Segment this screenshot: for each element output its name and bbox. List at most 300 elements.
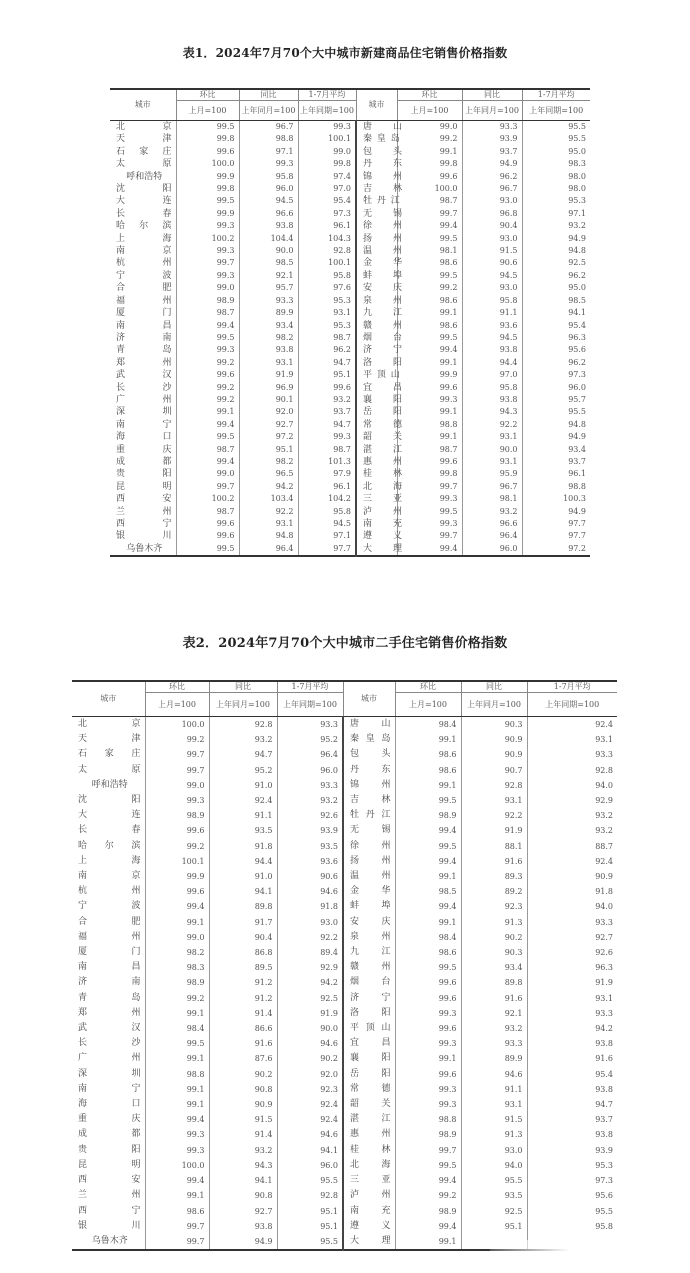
right-city-name: 蚌 埠 [343, 899, 395, 914]
subheader-yoy-right: 上年同月=100 [461, 693, 527, 717]
left-avg-value: 95.1 [277, 1204, 343, 1219]
left-city-name: 深 圳 [78, 1068, 142, 1079]
table-row [72, 869, 617, 884]
right-yoy-value: 96.8 [462, 208, 522, 220]
right-yoy-value: 96.4 [462, 530, 522, 542]
right-avg-value: 92.5 [522, 257, 590, 269]
table-row [72, 1082, 617, 1097]
left-mom-value: 100.0 [176, 158, 239, 170]
table-row [110, 419, 590, 431]
left-avg-value: 99.3 [298, 121, 356, 134]
right-city-name: 牡 丹 江 [356, 195, 397, 207]
right-yoy-value: 90.9 [461, 732, 527, 747]
right-avg-value: 93.7 [527, 1112, 617, 1127]
left-city-name: 重 庆 [78, 1114, 142, 1125]
right-city-name: 岳 阳 [343, 1067, 395, 1082]
left-city-name: 南 宁 [116, 419, 173, 430]
left-avg-value: 90.6 [277, 869, 343, 884]
header-mom: 环比 [176, 89, 239, 101]
left-yoy-value: 93.5 [209, 823, 277, 838]
left-city-name: 合 肥 [78, 916, 142, 927]
left-mom-value: 98.4 [145, 1021, 209, 1036]
left-mom-value: 99.6 [176, 146, 239, 158]
left-mom-value: 99.4 [145, 1173, 209, 1188]
right-city-name: 南 充 [343, 1204, 395, 1219]
right-city-name: 襄 阳 [343, 1051, 395, 1066]
right-city-name: 赣 州 [356, 320, 397, 332]
header-yoy-right: 同比 [462, 89, 522, 101]
left-mom-value: 99.6 [176, 518, 239, 530]
left-mom-value: 98.3 [145, 960, 209, 975]
left-avg-value: 94.5 [298, 518, 356, 530]
right-mom-value: 98.8 [395, 1112, 461, 1127]
right-city-name: 扬 州 [343, 854, 395, 869]
right-yoy-value: 90.0 [462, 444, 522, 456]
right-yoy-value: 94.6 [461, 1067, 527, 1082]
right-mom-value: 98.6 [397, 295, 462, 307]
left-mom-value: 98.7 [176, 444, 239, 456]
right-avg-value: 93.9 [527, 1143, 617, 1158]
right-city-name: 岳 阳 [356, 406, 397, 418]
right-city-name: 丹 东 [343, 763, 395, 778]
right-avg-value: 95.6 [527, 1188, 617, 1203]
right-yoy-value: 91.6 [461, 854, 527, 869]
right-city-name: 安 庆 [343, 915, 395, 930]
right-mom-value: 99.4 [397, 543, 462, 556]
left-yoy-value: 89.9 [239, 307, 298, 319]
subheader-mom-right: 上月=100 [395, 693, 461, 717]
right-yoy-value: 93.5 [461, 1188, 527, 1203]
right-yoy-value: 93.7 [462, 146, 522, 158]
left-yoy-value: 95.2 [209, 763, 277, 778]
right-avg-value: 98.3 [522, 158, 590, 170]
table-row [72, 747, 617, 762]
right-city-name: 韶 关 [356, 431, 397, 443]
left-city-name: 福 州 [78, 931, 142, 942]
right-city-name: 济 宁 [343, 991, 395, 1006]
subheader-mom-right: 上月=100 [397, 101, 462, 121]
left-avg-value: 90.0 [277, 1021, 343, 1036]
right-mom-value: 99.9 [397, 369, 462, 381]
left-mom-value: 99.0 [176, 282, 239, 294]
left-city-name: 南 昌 [78, 962, 142, 973]
right-mom-value: 99.4 [397, 344, 462, 356]
right-city-name: 平 顶 山 [356, 369, 397, 381]
left-yoy-value: 94.8 [239, 530, 298, 542]
table-row [110, 357, 590, 369]
right-yoy-value: 96.6 [462, 518, 522, 530]
right-avg-value: 95.0 [522, 282, 590, 294]
left-yoy-value: 94.1 [209, 1173, 277, 1188]
right-city-name: 惠 州 [343, 1127, 395, 1142]
right-avg-value: 93.2 [522, 220, 590, 232]
left-avg-value: 97.7 [298, 543, 356, 556]
left-avg-value: 94.6 [277, 1127, 343, 1142]
left-city-name: 乌鲁木齐 [91, 1235, 128, 1246]
left-avg-value: 93.6 [277, 854, 343, 869]
right-city-name: 秦 皇 岛 [356, 133, 397, 145]
left-mom-value: 100.2 [176, 493, 239, 505]
right-yoy-value: 95.1 [461, 1219, 527, 1234]
right-avg-value: 95.3 [527, 1158, 617, 1173]
left-mom-value: 99.2 [145, 732, 209, 747]
right-mom-value: 99.3 [397, 493, 462, 505]
right-mom-value: 99.5 [395, 839, 461, 854]
left-yoy-value: 91.4 [209, 1006, 277, 1021]
left-yoy-value: 94.5 [239, 195, 298, 207]
right-mom-value: 99.1 [397, 406, 462, 418]
table-row [72, 1036, 617, 1051]
table-row [72, 1112, 617, 1127]
left-city-name: 宁 波 [78, 901, 142, 912]
left-yoy-value: 98.8 [239, 133, 298, 145]
table-row [72, 1097, 617, 1112]
table-row [72, 1204, 617, 1219]
left-city-name: 长 春 [78, 825, 142, 836]
table-row [72, 1006, 617, 1021]
left-city-name: 西 宁 [78, 1205, 142, 1216]
left-city-name: 太 原 [116, 159, 173, 170]
left-yoy-value: 95.7 [239, 282, 298, 294]
left-avg-value: 92.9 [277, 960, 343, 975]
left-yoy-value: 90.9 [209, 1097, 277, 1112]
left-avg-value: 93.3 [277, 717, 343, 733]
left-avg-value: 98.7 [298, 444, 356, 456]
table1-title: 表1．2024年7月70个大中城市新建商品住宅销售价格指数 [182, 46, 508, 60]
right-mom-value: 99.5 [395, 1158, 461, 1173]
right-mom-value: 99.1 [397, 146, 462, 158]
table-row [110, 245, 590, 257]
left-yoy-value: 93.8 [239, 344, 298, 356]
table1-new-housing-price-index [110, 88, 590, 557]
right-avg-value: 95.6 [522, 344, 590, 356]
right-yoy-value: 95.8 [462, 382, 522, 394]
left-yoy-value: 94.1 [209, 884, 277, 899]
table-row [110, 431, 590, 443]
left-avg-value: 93.1 [298, 307, 356, 319]
left-avg-value: 92.5 [277, 991, 343, 1006]
left-mom-value: 98.2 [145, 945, 209, 960]
left-mom-value: 99.1 [145, 1097, 209, 1112]
left-city-name: 银 川 [116, 531, 173, 542]
right-yoy-value: 90.3 [461, 717, 527, 733]
left-mom-value: 98.9 [145, 808, 209, 823]
left-mom-value: 99.7 [145, 763, 209, 778]
left-avg-value: 97.6 [298, 282, 356, 294]
left-yoy-value: 90.1 [239, 394, 298, 406]
left-mom-value: 99.9 [145, 869, 209, 884]
left-avg-value: 96.4 [277, 747, 343, 762]
left-avg-value: 99.3 [298, 431, 356, 443]
right-mom-value: 99.4 [395, 823, 461, 838]
table-row [110, 208, 590, 220]
right-city-name: 徐 州 [343, 839, 395, 854]
left-yoy-value: 93.3 [239, 295, 298, 307]
left-city-name: 大 连 [116, 196, 173, 207]
header-yoy-right: 同比 [461, 681, 527, 693]
left-avg-value: 96.1 [298, 481, 356, 493]
table-row [72, 717, 617, 733]
right-yoy-value: 90.7 [461, 763, 527, 778]
right-yoy-value: 93.1 [462, 431, 522, 443]
right-avg-value: 91.8 [527, 884, 617, 899]
left-city-name: 长 沙 [116, 382, 173, 393]
right-yoy-value: 91.9 [461, 823, 527, 838]
right-city-name: 惠 州 [356, 456, 397, 468]
right-mom-value: 99.1 [395, 1234, 461, 1250]
right-yoy-value: 93.3 [462, 121, 522, 134]
right-avg-value: 98.0 [522, 183, 590, 195]
left-yoy-value: 91.0 [209, 778, 277, 793]
left-city-name: 兰 州 [78, 1190, 142, 1201]
right-avg-value: 93.2 [527, 808, 617, 823]
right-avg-value: 94.1 [522, 307, 590, 319]
table-row [110, 121, 590, 134]
right-mom-value: 98.6 [395, 763, 461, 778]
left-mom-value: 99.0 [145, 778, 209, 793]
right-city-name: 常 德 [356, 419, 397, 431]
left-city-name: 郑 州 [116, 357, 173, 368]
header-city: 城市 [110, 89, 176, 121]
left-yoy-value: 92.0 [239, 406, 298, 418]
left-mom-value: 98.6 [145, 1204, 209, 1219]
right-yoy-value: 95.5 [461, 1173, 527, 1188]
right-yoy-value: 93.1 [461, 793, 527, 808]
right-city-name: 常 德 [343, 1082, 395, 1097]
left-avg-value: 98.7 [298, 332, 356, 344]
watermark-overlay [490, 1240, 690, 1273]
right-avg-value: 98.5 [522, 295, 590, 307]
left-yoy-value: 91.2 [209, 991, 277, 1006]
left-yoy-value: 92.1 [239, 270, 298, 282]
left-city-name: 南 宁 [78, 1083, 142, 1094]
right-mom-value: 99.3 [395, 1082, 461, 1097]
left-mom-value: 99.7 [145, 747, 209, 762]
right-avg-value: 96.3 [522, 332, 590, 344]
left-yoy-value: 96.4 [239, 543, 298, 556]
right-city-name: 泉 州 [343, 930, 395, 945]
right-city-name: 吉 林 [356, 183, 397, 195]
left-yoy-value: 96.0 [239, 183, 298, 195]
left-yoy-value: 97.2 [239, 431, 298, 443]
right-city-name: 烟 台 [356, 332, 397, 344]
table-row [110, 481, 590, 493]
left-city-name: 济 南 [78, 977, 142, 988]
left-yoy-value: 89.5 [209, 960, 277, 975]
right-avg-value: 91.6 [527, 1051, 617, 1066]
right-yoy-value: 93.0 [462, 195, 522, 207]
left-yoy-value: 91.7 [209, 915, 277, 930]
header-avg: 1-7月平均 [277, 681, 343, 693]
right-city-name: 赣 州 [343, 960, 395, 975]
right-city-name: 锦 州 [356, 171, 397, 183]
left-mom-value: 99.3 [145, 1127, 209, 1142]
left-avg-value: 95.3 [298, 320, 356, 332]
table2-resale-housing-price-index [72, 680, 617, 1251]
right-mom-value: 99.4 [395, 899, 461, 914]
right-mom-value: 100.0 [397, 183, 462, 195]
left-yoy-value: 98.2 [239, 332, 298, 344]
left-city-name: 太 原 [78, 764, 142, 775]
table1-body [110, 121, 590, 557]
left-yoy-value: 91.0 [209, 869, 277, 884]
left-city-name: 哈 尔 滨 [78, 840, 142, 851]
right-mom-value: 98.8 [397, 419, 462, 431]
subheader-mom: 上月=100 [176, 101, 239, 121]
table2-title: 表2．2024年7月70个大中城市二手住宅销售价格指数 [182, 636, 508, 651]
left-yoy-value: 94.7 [209, 747, 277, 762]
left-avg-value: 104.2 [298, 493, 356, 505]
left-yoy-value: 90.4 [209, 930, 277, 945]
left-yoy-value: 91.4 [209, 1127, 277, 1142]
right-city-name: 北 海 [343, 1158, 395, 1173]
table-row [72, 960, 617, 975]
right-avg-value: 92.8 [527, 763, 617, 778]
left-yoy-value: 96.7 [239, 121, 298, 134]
right-avg-value: 95.5 [522, 406, 590, 418]
right-mom-value: 98.6 [397, 257, 462, 269]
left-mom-value: 98.7 [176, 307, 239, 319]
right-mom-value: 99.5 [397, 270, 462, 282]
right-city-name: 湛 江 [343, 1112, 395, 1127]
right-mom-value: 98.4 [395, 930, 461, 945]
left-yoy-value: 95.8 [239, 171, 298, 183]
left-avg-value: 95.5 [277, 1234, 343, 1250]
right-avg-value: 94.0 [527, 778, 617, 793]
right-avg-value: 96.2 [522, 270, 590, 282]
right-mom-value: 99.7 [395, 1143, 461, 1158]
right-avg-value: 96.1 [522, 468, 590, 480]
right-yoy-value: 92.2 [461, 808, 527, 823]
right-mom-value: 99.5 [397, 506, 462, 518]
left-city-name: 乌鲁木齐 [126, 543, 163, 554]
left-avg-value: 94.7 [298, 357, 356, 369]
right-mom-value: 99.2 [395, 1188, 461, 1203]
left-yoy-value: 91.1 [209, 808, 277, 823]
left-avg-value: 93.2 [277, 793, 343, 808]
right-mom-value: 99.4 [395, 1173, 461, 1188]
right-city-name: 泉 州 [356, 295, 397, 307]
right-mom-value: 99.1 [395, 778, 461, 793]
left-avg-value: 97.4 [298, 171, 356, 183]
left-city-name: 西 安 [116, 494, 173, 505]
left-mom-value: 99.7 [145, 1219, 209, 1234]
left-yoy-value: 98.2 [239, 456, 298, 468]
left-city-name: 武 汉 [116, 370, 173, 381]
table-row [110, 506, 590, 518]
left-avg-value: 91.8 [277, 899, 343, 914]
left-yoy-value: 104.4 [239, 233, 298, 245]
left-avg-value: 90.2 [277, 1051, 343, 1066]
left-yoy-value: 95.1 [239, 444, 298, 456]
left-yoy-value: 91.9 [239, 369, 298, 381]
table-row [110, 307, 590, 319]
header-avg-right: 1-7月平均 [522, 89, 590, 101]
table-row [72, 884, 617, 899]
right-yoy-value: 90.6 [462, 257, 522, 269]
right-yoy-value: 93.6 [462, 320, 522, 332]
left-mom-value: 99.2 [176, 382, 239, 394]
left-mom-value: 98.9 [176, 295, 239, 307]
left-mom-value: 99.4 [176, 419, 239, 431]
right-yoy-value: 96.2 [462, 171, 522, 183]
right-avg-value: 88.7 [527, 839, 617, 854]
right-avg-value: 95.5 [527, 1204, 617, 1219]
subheader-yoy-right: 上年同月=100 [462, 101, 522, 121]
left-city-name: 南 京 [116, 246, 173, 257]
right-yoy-value: 89.3 [461, 869, 527, 884]
table-row [72, 778, 617, 793]
left-city-name: 海 口 [116, 432, 173, 443]
right-yoy-value: 93.9 [462, 133, 522, 145]
right-yoy-value: 93.1 [461, 1097, 527, 1112]
right-city-name: 吉 林 [343, 793, 395, 808]
left-avg-value: 100.1 [298, 257, 356, 269]
left-mom-value: 99.5 [176, 121, 239, 134]
right-mom-value: 98.7 [397, 444, 462, 456]
right-city-name: 丹 东 [356, 158, 397, 170]
right-avg-value: 98.8 [522, 481, 590, 493]
right-yoy-value: 92.3 [461, 899, 527, 914]
right-city-name: 湛 江 [356, 444, 397, 456]
left-city-name: 长 春 [116, 208, 173, 219]
right-yoy-value: 91.1 [462, 307, 522, 319]
right-yoy-value: 92.2 [462, 419, 522, 431]
left-avg-value: 95.5 [277, 1173, 343, 1188]
right-avg-value: 97.7 [522, 518, 590, 530]
right-city-name: 蚌 埠 [356, 270, 397, 282]
right-city-name: 唐 山 [356, 121, 397, 134]
left-city-name: 北 京 [78, 719, 142, 729]
left-mom-value: 99.2 [176, 394, 239, 406]
right-city-name: 包 头 [343, 747, 395, 762]
right-mom-value: 99.6 [397, 456, 462, 468]
left-city-name: 大 连 [78, 810, 142, 821]
left-city-name: 北 京 [116, 122, 173, 132]
right-mom-value: 99.7 [397, 208, 462, 220]
left-city-name: 成 都 [116, 456, 173, 467]
right-mom-value: 99.3 [397, 394, 462, 406]
subheader-avg: 上年同期=100 [277, 693, 343, 717]
table-row [72, 1188, 617, 1203]
right-yoy-value: 95.9 [462, 468, 522, 480]
left-city-name: 厦 门 [78, 947, 142, 958]
right-mom-value: 98.9 [395, 1204, 461, 1219]
right-mom-value: 99.4 [397, 220, 462, 232]
right-yoy-value: 90.9 [461, 747, 527, 762]
header-city-right: 城市 [356, 89, 397, 121]
left-yoy-value: 90.2 [209, 1067, 277, 1082]
right-yoy-value: 91.3 [461, 1127, 527, 1142]
left-yoy-value: 90.8 [209, 1188, 277, 1203]
left-city-name: 天 津 [78, 734, 142, 745]
left-mom-value: 99.6 [145, 823, 209, 838]
table-row [72, 1127, 617, 1142]
right-city-name: 秦 皇 岛 [343, 732, 395, 747]
right-city-name: 三 亚 [356, 493, 397, 505]
right-mom-value: 99.7 [397, 481, 462, 493]
left-avg-value: 99.0 [298, 146, 356, 158]
right-city-name: 九 江 [356, 307, 397, 319]
left-mom-value: 99.5 [176, 543, 239, 556]
left-mom-value: 99.1 [145, 1082, 209, 1097]
left-avg-value: 92.4 [277, 1112, 343, 1127]
right-mom-value: 99.1 [395, 869, 461, 884]
header-mom: 环比 [145, 681, 209, 693]
left-yoy-value: 103.4 [239, 493, 298, 505]
left-mom-value: 99.1 [145, 1051, 209, 1066]
table-row [72, 975, 617, 990]
